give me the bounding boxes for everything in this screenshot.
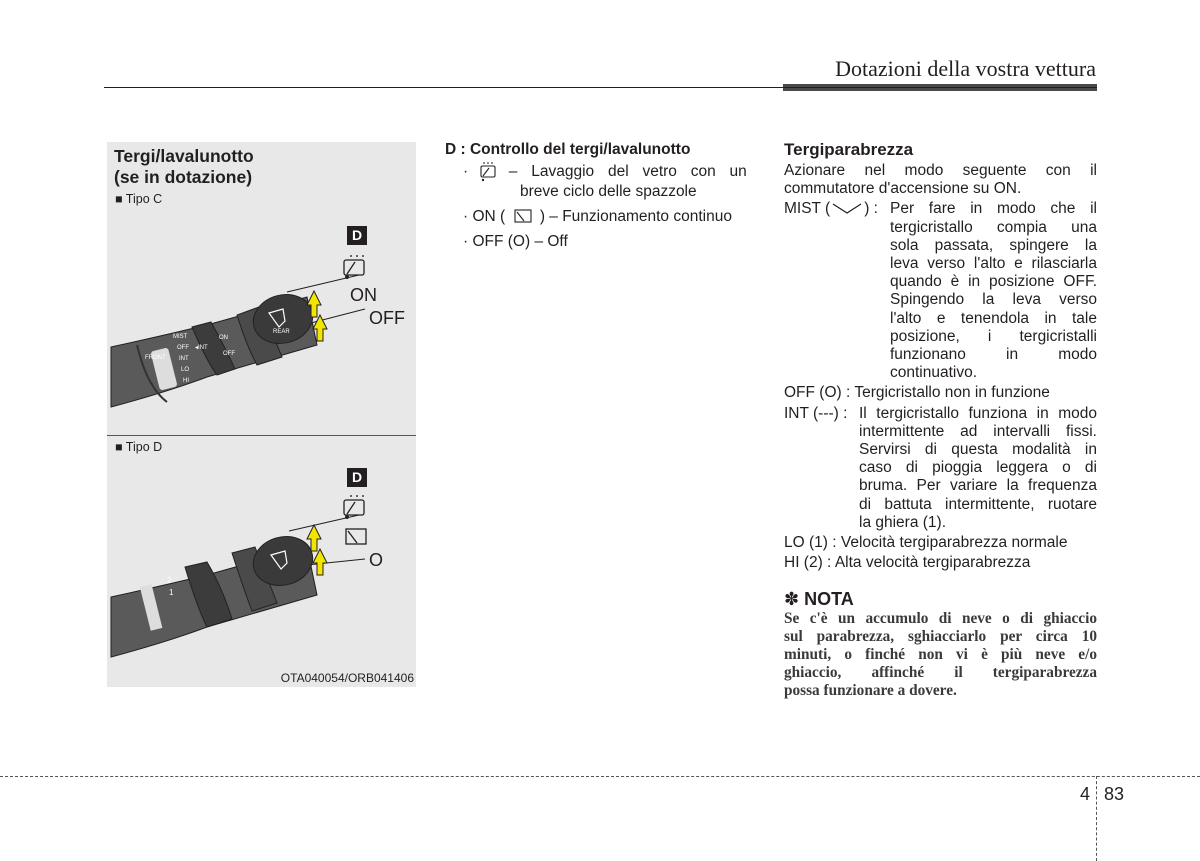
off-label: OFF <box>369 308 405 328</box>
header-rule <box>104 87 1097 88</box>
mist-line: quando è in posizione OFF. <box>890 273 1097 291</box>
hi-line: HI (2) : Alta velocità tergiparabrezza <box>784 554 1031 572</box>
rear-wiper-heading: D : Controllo del tergi/lavalunotto <box>445 141 691 158</box>
footer-dashed-rule <box>0 776 1200 777</box>
washer-icon <box>344 254 364 278</box>
stalk-c-off2-text: OFF <box>223 351 235 357</box>
off-item: · OFF (O) – Off <box>463 233 568 250</box>
washer-icon <box>478 162 500 182</box>
nota-line: Se c'è un accumulo di neve o di ghiaccio <box>784 610 1097 628</box>
figure-title-line2: (se in dotazione) <box>114 167 253 187</box>
tipo-d-label: ■ Tipo D <box>115 440 163 454</box>
int-line: intermittente ad intervalli fissi. <box>859 422 1097 440</box>
on-item-prefix: · ON ( <box>463 208 506 225</box>
badge-d-d: D <box>347 468 367 487</box>
o-label: O <box>369 550 384 570</box>
washer-icon <box>344 494 364 518</box>
stalk-c-on-text: ON <box>219 335 228 341</box>
mist-line: Per fare in modo che il <box>890 200 1097 218</box>
int-line: Servirsi di questa modalità in <box>859 441 1097 459</box>
rear-wiper-section <box>445 140 757 251</box>
figure-panel <box>107 142 416 687</box>
stalk-c-off-text: OFF <box>177 345 189 351</box>
stalk-c-front-text: FRONT <box>145 355 166 361</box>
on-item-suffix: ) – Funzionamento continuo <box>539 208 732 225</box>
int-line: di battuta intermittente, ruotare <box>859 495 1097 513</box>
on-label: ON <box>350 285 377 305</box>
chapter-number: 4 <box>1080 784 1091 804</box>
nota-line: possa funzionare a dovere. <box>784 682 957 700</box>
mist-icon <box>830 201 864 215</box>
stalk-d-one-text: 1 <box>169 588 174 597</box>
stalk-c-hi-text: HI <box>183 378 189 384</box>
on-item <box>463 207 757 226</box>
page-number: 83 <box>1104 784 1125 804</box>
mist-row <box>784 200 1097 382</box>
int-line: la ghiera (1). <box>859 513 947 531</box>
int-description <box>859 405 1097 532</box>
int-label: INT (---) : <box>784 404 848 422</box>
int-row <box>784 405 1097 532</box>
stalk-c-int2-text: ◂INT <box>195 345 208 351</box>
mist-line: sola passata, spingere la <box>890 236 1097 254</box>
nota-title: ✽ NOTA <box>784 589 854 610</box>
mist-line: leva verso l'alto e rilasciarla <box>890 255 1097 273</box>
footer-vertical-rule <box>1096 776 1097 861</box>
wash-bullet: · <box>463 163 469 181</box>
nota-line: sul parabrezza, sghiacciarlo per circa 10 <box>784 628 1097 646</box>
mist-line: continuativo. <box>890 364 978 382</box>
mist-description <box>890 200 1097 382</box>
mist-line: l'alto e tenendola in tale <box>890 309 1097 327</box>
intro-line2: commutatore d'accensione su ON. <box>784 180 1022 198</box>
stalk-c-int-text: INT <box>179 356 189 362</box>
wash-text-line2: breve ciclo delle spazzole <box>520 183 697 200</box>
int-line: caso di pioggia leggera o di <box>859 459 1097 477</box>
nota-body <box>784 610 1097 700</box>
figure-title-line1: Tergi/lavalunotto <box>114 146 254 166</box>
wiper-icon <box>346 529 366 544</box>
mist-label-post: ) : <box>864 200 878 218</box>
nota-line: ghiaccio, affinché il tergiparabrezza <box>784 664 1097 682</box>
intro-line1: Azionare nel modo seguente con il <box>784 162 1097 179</box>
mist-label-pre: MIST ( <box>784 200 831 218</box>
wash-item <box>463 162 757 201</box>
figure-code: OTA040054/ORB041406 <box>280 671 414 685</box>
lo-line: LO (1) : Velocità tergiparabrezza normale <box>784 534 1068 552</box>
stalk-d-two-text: 2 <box>167 576 172 585</box>
off-line: OFF (O) : Tergicristallo non in funzione <box>784 384 1050 402</box>
wash-text-line1: – Lavaggio del vetro con un <box>508 163 747 181</box>
wiper-icon <box>512 208 534 226</box>
tipo-c-label: ■ Tipo C <box>115 192 163 206</box>
front-wiper-section <box>784 140 1097 700</box>
mist-line: tergicristallo compia una <box>890 218 1097 236</box>
running-header: Dotazioni della vostra vettura <box>835 56 1096 81</box>
front-wiper-title: Tergiparabrezza <box>784 140 914 159</box>
mist-line: posizione, i tergicristalli <box>890 327 1097 345</box>
stalk-c-rear-text: REAR <box>273 329 290 335</box>
mist-line: funzionano in modo <box>890 346 1097 364</box>
nota-line: minuti, o finché non vi è più neve e/o <box>784 646 1097 664</box>
figure-separator <box>107 435 416 436</box>
stalk-c-lo-text: LO <box>181 367 190 373</box>
int-line: bruma. Per variare la frequenza <box>859 477 1097 495</box>
figure-title <box>114 146 254 188</box>
mist-line: Spingendo la leva verso <box>890 291 1097 309</box>
badge-d-c: D <box>347 226 367 245</box>
int-line: Il tergicristallo funziona in modo <box>859 404 1097 422</box>
stalk-c-mist-text: MIST <box>173 334 188 340</box>
mist-label <box>784 200 878 218</box>
stalk-illustration-d <box>107 487 416 687</box>
